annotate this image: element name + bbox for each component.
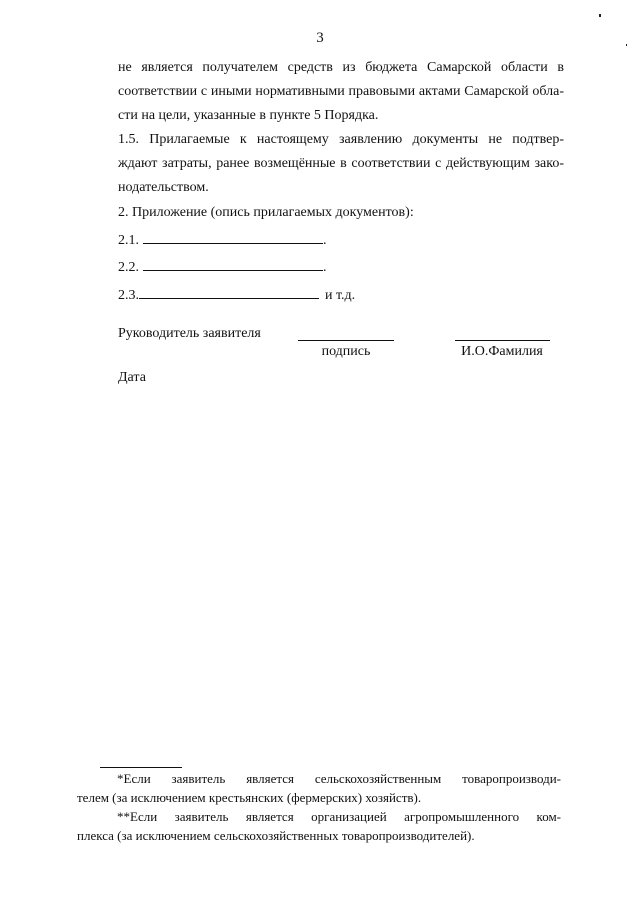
paragraph-1-5 xyxy=(118,128,564,200)
footnote-line: плекса (за исключением сельскохозяйственных товаропроизводителей). xyxy=(77,828,475,843)
attachment-item-2-2 xyxy=(118,256,327,278)
name-line[interactable] xyxy=(455,340,550,341)
footnote-separator xyxy=(100,767,182,768)
attachment-number: 2.2. xyxy=(118,260,139,275)
footnote-2 xyxy=(77,807,561,845)
paragraph-line: соответствии с иными нормативными правовыми актами Самарской обла- xyxy=(118,84,564,99)
signature-line[interactable] xyxy=(298,340,394,341)
attachment-suffix: . xyxy=(323,233,327,248)
scan-artifact xyxy=(626,44,627,46)
attachment-blank-field[interactable] xyxy=(143,229,323,244)
footnote-line: **Если заявитель является организацией агропромышленного ком- xyxy=(117,809,561,824)
attachment-suffix: . xyxy=(323,260,327,275)
paragraph-line-text: 1.5. Прилагаемые к настоящему заявлению документы не подтвер- xyxy=(118,132,564,147)
attachment-blank-field[interactable] xyxy=(139,284,319,299)
attachment-item-2-1 xyxy=(118,229,327,251)
paragraph-line xyxy=(118,128,564,152)
page-number: 3 xyxy=(316,30,324,46)
paragraph-line: нодательством. xyxy=(118,180,209,195)
date-label: Дата xyxy=(118,370,146,385)
attachments-heading: 2. Приложение (опись прилагаемых документов): xyxy=(118,205,414,220)
attachment-item-2-3 xyxy=(118,284,355,306)
paragraph-line: ждают затраты, ранее возмещённые в соответствии с действующим зако- xyxy=(118,156,564,171)
footnote-1 xyxy=(77,769,561,807)
signature-caption: подпись xyxy=(321,344,371,359)
scan-artifact xyxy=(599,14,601,17)
paragraph-line: сти на цели, указанные в пункте 5 Порядка. xyxy=(118,108,379,123)
footnote-line: телем (за исключением крестьянских (фермерских) хозяйств). xyxy=(77,790,422,805)
attachment-number: 2.1. xyxy=(118,233,139,248)
paragraph-line: не является получателем средств из бюджета Самарской области в xyxy=(118,60,564,75)
signature-label: Руководитель заявителя xyxy=(118,326,261,341)
attachment-blank-field[interactable] xyxy=(143,256,323,271)
name-caption: И.О.Фамилия xyxy=(461,344,543,359)
attachment-number: 2.3. xyxy=(118,288,139,303)
footnote-line: *Если заявитель является сельскохозяйственным товаропроизводи- xyxy=(117,771,561,786)
attachment-suffix: и т.д. xyxy=(325,288,356,303)
paragraph-eligibility xyxy=(118,56,564,128)
